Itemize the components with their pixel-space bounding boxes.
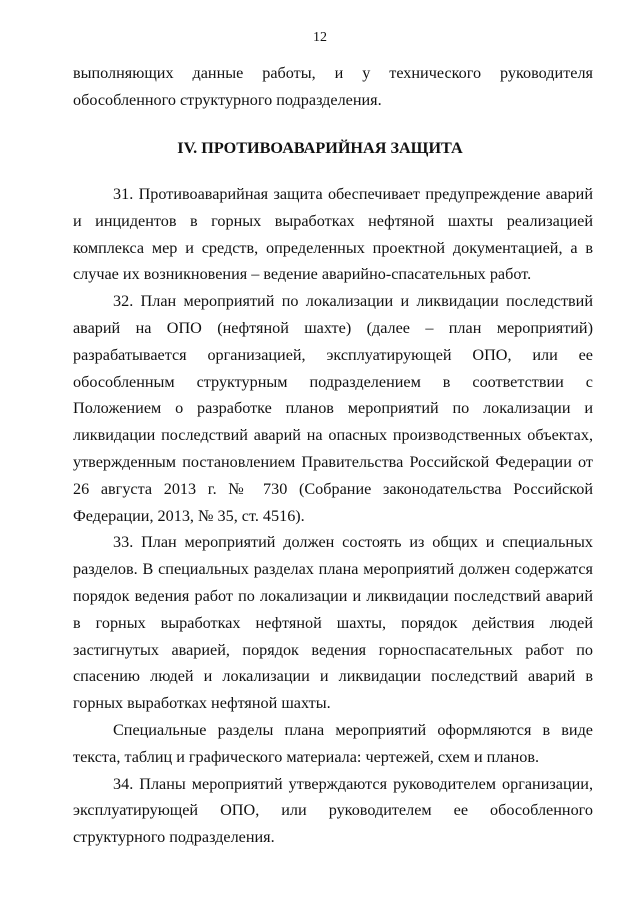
paragraph-31: 31. Противоаварийная защита обеспечивает предупреждение аварий и инцидентов в горных выработках нефтяной шахты реализацией комплекса мер и средств, определенных проектной документацией, а в случае их возникновения – ведение аварийно-спасательных работ. (73, 185, 593, 284)
paragraph-33: 33. План мероприятий должен состоять из общих и специальных разделов. В специальных разделах плана мероприятий должен содержатся порядок ведения работ по локализации и ликвидации последствий аварий в горных выработках нефтяной шахты, порядок действия людей застигнутых аварией, порядок ведения горноспасательных работ по спасению людей и локализации и ликвидации последствий аварий в горных выработках нефтяной шахты. (73, 533, 593, 713)
paragraph-34: 34. Планы мероприятий утверждаются руководителем организации, эксплуатирующей ОПО, или руководителем ее обособленного структурного подразделения. (73, 774, 593, 847)
paragraph-32: 32. План мероприятий по локализации и ликвидации последствий аварий на ОПО (нефтяной шахте) (далее – план мероприятий) разрабатывается организацией, эксплуатирующей ОПО, или ее обособленным структурным подразделением в соответствии с Положением о разработке планов мероприятий по локализации и ликвидации последствий аварий на опасных производственных объектах, утвержденным постановлением Правительства Российской Федерации от 26 августа 2013 г. № 730 (Собрание законодательства Российской Федерации, 2013, № 35, ст. 4516). (73, 292, 593, 525)
continuation-paragraph: выполняющих данные работы, и у технического руководителя обособленного структурного подразделения. (73, 64, 593, 109)
section-body (73, 181, 593, 851)
page-number: 12 (313, 30, 327, 45)
paragraph-33-special-sections: Специальные разделы плана мероприятий оформляются в виде текста, таблиц и графического материала: чертежей, схем и планов. (73, 720, 593, 766)
section-title: IV. ПРОТИВОАВАРИЙНАЯ ЗАЩИТА (177, 139, 463, 157)
